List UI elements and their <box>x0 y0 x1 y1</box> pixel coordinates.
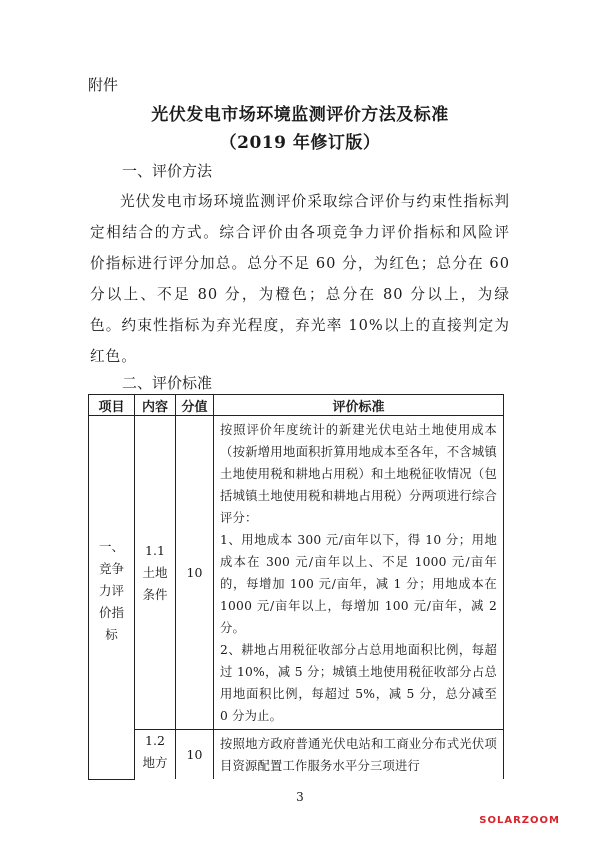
standard-item: 2、耕地占用税征收部分占总用地面积比例，每超过 10%，减 5 分；城镇土地使用税征收部分占总用地面积比例，每超过 5%，减 5 分，总分减至 0 分为止。 <box>220 643 497 723</box>
document-subtitle: （2019 年修订版） <box>219 133 381 153</box>
score-cell: 10 <box>176 730 214 780</box>
header-item: 项目 <box>89 395 135 416</box>
table-header-row <box>89 395 504 416</box>
standard-cell: 按照地方政府普通光伏电站和工商业分布式光伏项目资源配置工作服务水平分三项进行 <box>214 730 504 780</box>
watermark-logo: SOLARZOOM <box>479 815 560 826</box>
header-score: 分值 <box>176 395 214 416</box>
table-row <box>89 730 504 780</box>
page-number: 3 <box>296 790 304 804</box>
score-cell: 10 <box>176 416 214 730</box>
header-standard: 评价标准 <box>214 395 504 416</box>
standard-item: 1、用地成本 300 元/亩年以下，得 10 分；用地成本在 300 元/亩年以上、不足 1000 元/亩年的，每增加 100 元/亩年，减 1 分；用地成本在 1000 元/亩年以上，每增加 100 元/亩年，减 2 分。 <box>220 533 497 635</box>
standard-intro: 按照评价年度统计的新建光伏电站土地使用成本（按新增用地面积折算用地成本至各年，不含城镇土地使用税和耕地占用税）和土地税征收情况（包括城镇土地使用税和耕地占用税）分两项进行综合评分： <box>220 423 497 525</box>
section2-heading: 二、评价标准 <box>122 374 213 392</box>
document-title: 光伏发电市场环境监测评价方法及标准 <box>151 105 449 125</box>
header-content: 内容 <box>135 395 176 416</box>
category-cell: 一、竞争力评价指标 <box>89 416 135 780</box>
evaluation-standard-table <box>88 394 504 780</box>
content-cell: 1.1 土地条件 <box>135 416 176 730</box>
attachment-label: 附件 <box>88 76 119 94</box>
standard-cell <box>214 416 504 730</box>
section1-paragraph: 光伏发电市场环境监测评价采取综合评价与约束性指标判定相结合的方式。综合评价由各项竞争力评价指标和风险评价指标进行评分加总。总分不足 60 分，为红色；总分在 60 分以上、不足 80 分，为橙色；总分在 80 分以上，为绿色。约束性指标为弃光程度，弃光率 10%以上的直接判定为红色。 <box>90 193 510 365</box>
section1-heading: 一、评价方法 <box>122 162 213 180</box>
content-cell: 1.2 地方 <box>135 730 176 780</box>
table-row <box>89 416 504 730</box>
